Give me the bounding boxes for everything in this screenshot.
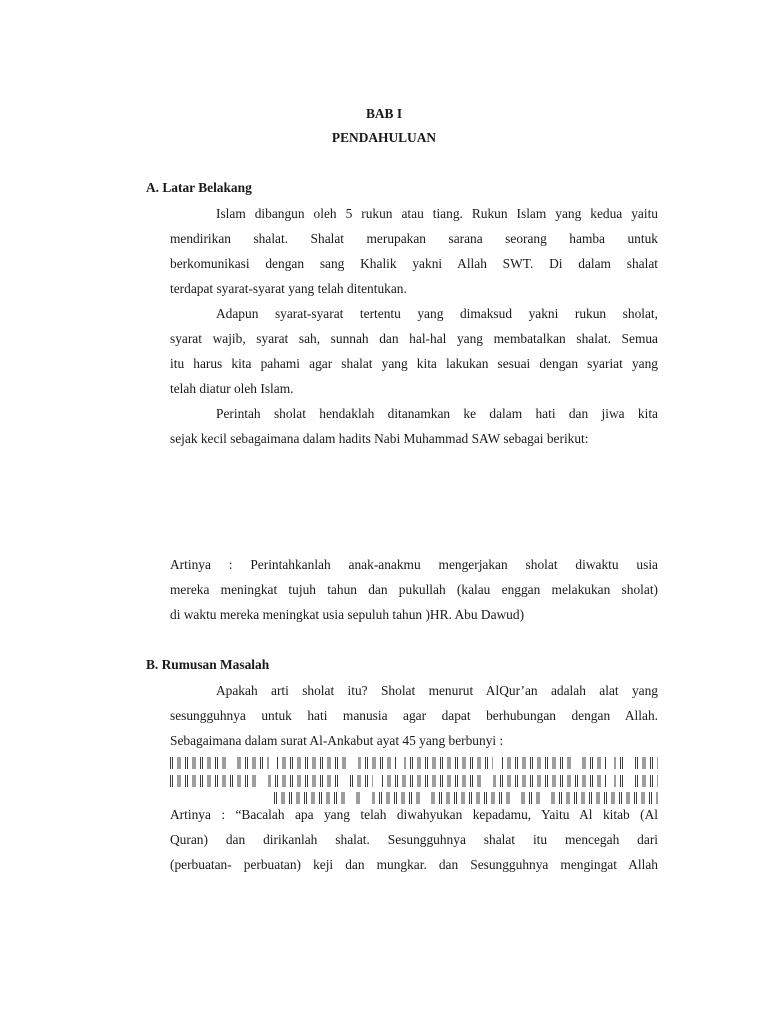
paragraph-line: itu harus kita pahami agar shalat yang kita lakukan sesuai dengan syariat yang <box>170 356 658 371</box>
chapter-number: BAB I <box>365 106 403 121</box>
arabic-verse-line <box>170 757 658 769</box>
hadith-translation-line: Artinya : Perintahkanlah anak-anakmu mengerjakan sholat diwaktu usia <box>170 557 658 572</box>
paragraph-line: Adapun syarat-syarat tertentu yang dimaksud yakni rukun sholat, <box>216 306 658 321</box>
hadith-translation-line: di waktu mereka meningkat usia sepuluh tahun )HR. Abu Dawud) <box>170 607 525 622</box>
paragraph-line: terdapat syarat-syarat yang telah ditentukan. <box>170 281 407 296</box>
paragraph-line: Sebagaimana dalam surat Al-Ankabut ayat 45 yang berbunyi : <box>170 733 504 748</box>
arabic-verse-line <box>170 775 658 787</box>
paragraph-line: mendirikan shalat. Shalat merupakan sarana seorang hamba untuk <box>170 231 658 246</box>
paragraph-line: telah diatur oleh Islam. <box>170 381 294 396</box>
paragraph-line: Perintah sholat hendaklah ditanamkan ke dalam hati dan jiwa kita <box>216 406 658 421</box>
verse-translation-line: Artinya : “Bacalah apa yang telah diwahyukan kepadamu, Yaitu Al kitab (Al <box>170 807 658 822</box>
chapter-title: PENDAHULUAN <box>331 130 437 145</box>
paragraph-line: sejak kecil sebagaimana dalam hadits Nabi Muhammad SAW sebagai berikut: <box>170 431 589 446</box>
verse-translation-line: Quran) dan dirikanlah shalat. Sesungguhnya shalat itu mencegah dari <box>170 832 658 847</box>
section-heading-latar-belakang: A. Latar Belakang <box>146 180 252 195</box>
paragraph-line: sesungguhnya untuk hati manusia agar dapat berhubungan dengan Allah. <box>170 708 658 723</box>
paragraph-line: berkomunikasi dengan sang Khalik yakni Allah SWT. Di dalam shalat <box>170 256 658 271</box>
arabic-verse-line <box>274 792 658 804</box>
paragraph-line: Islam dibangun oleh 5 rukun atau tiang. Rukun Islam yang kedua yaitu <box>216 206 658 221</box>
paragraph-line: syarat wajib, syarat sah, sunnah dan hal-hal yang membatalkan shalat. Semua <box>170 331 658 346</box>
section-heading-rumusan-masalah: B. Rumusan Masalah <box>146 657 270 672</box>
paragraph-line: Apakah arti sholat itu? Sholat menurut AlQur’an adalah alat yang <box>216 683 658 698</box>
hadith-translation-line: mereka meningkat tujuh tahun dan pukullah (kalau enggan melakukan sholat) <box>170 582 658 597</box>
verse-translation-line: (perbuatan- perbuatan) keji dan mungkar. dan Sesungguhnya mengingat Allah <box>170 857 658 872</box>
